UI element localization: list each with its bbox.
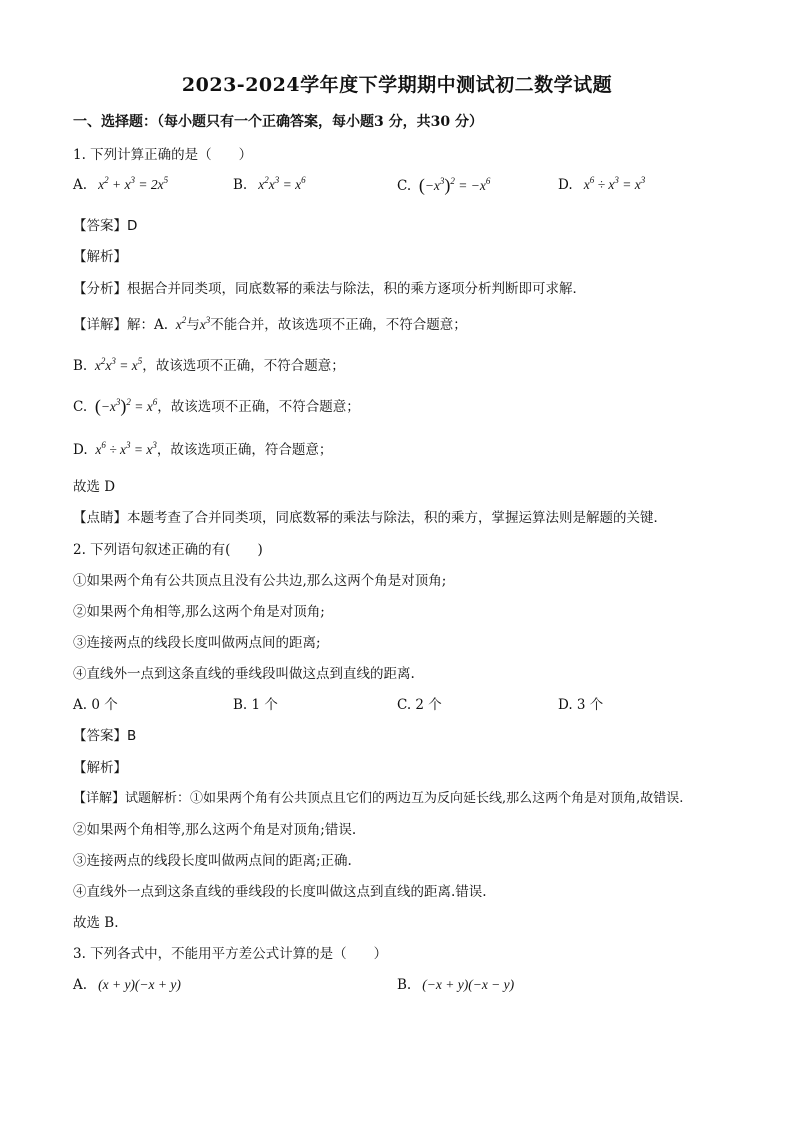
q1-option-a (73, 177, 168, 193)
q1-dianjing: 【点睛】本题考查了合并同类项，同底数幂的乘法与除法，积的乘方，掌握运算法则是解题的关键． (73, 510, 667, 526)
q1-answer: 【答案】D (73, 218, 138, 234)
q1-option-c (397, 175, 490, 196)
q3-option-b-formula: (−x + y)(−x − y) (415, 977, 515, 992)
q2-statement-2: ②如果两个角相等,那么这两个角是对顶角; (73, 604, 325, 620)
q1-option-d (558, 177, 645, 193)
q1-detail-b-formula: $x^2x^3 = x^5$ (91, 356, 143, 373)
q1-detail-d-text: ，故该选项正确，符合题意； (156, 442, 333, 458)
q1-option-c-formula: $(-x^3)^2 = -x^6$ (418, 175, 491, 195)
q1-detail-a (73, 313, 467, 333)
q1-detail-d-label: D. (73, 442, 88, 458)
q2-detail-2: ②如果两个角相等,那么这两个角是对顶角;错误. (73, 822, 357, 838)
section-heading-choice: 一、选择题：（每小题只有一个正确答案，每小题3 分，共30 分） (73, 114, 483, 130)
question-1-stem: 1. 下列计算正确的是（ ） (73, 147, 253, 163)
q1-detail-a-text: 不能合并，故该选项不正确，不符合题意； (210, 317, 467, 333)
q1-detail-a-text-yu: 与 (186, 317, 200, 333)
q2-option-d: D. 3 个 (558, 697, 604, 713)
q2-analysis-heading: 【解析】 (73, 760, 127, 776)
q2-statement-3: ③连接两点的线段长度叫做两点间的距离; (73, 635, 321, 651)
q1-detail-prefix: 【详解】解：A. (73, 317, 169, 333)
q2-choose: 故选 B. (73, 915, 119, 931)
q2-detail-3: ③连接两点的线段长度叫做两点间的距离;正确. (73, 853, 352, 869)
q2-option-b: B. 1 个 (233, 697, 278, 713)
question-2-stem: 2. 下列语句叙述正确的有( ) (73, 542, 263, 558)
q3-option-a-label: A. (73, 977, 88, 993)
q1-option-a-formula: $x^2 + x^3 = 2x^5$ (91, 175, 169, 192)
q1-detail-b-text: ，故该选项不正确，不符合题意； (142, 358, 345, 374)
q1-option-b-label: B. (233, 177, 248, 193)
q3-option-a (73, 977, 181, 993)
q2-option-a: A. 0 个 (73, 697, 118, 713)
question-3-stem: 3. 下列各式中，不能用平方差公式计算的是（ ） (73, 946, 388, 962)
q2-answer: 【答案】B (73, 728, 137, 744)
q3-option-b-label: B. (397, 977, 412, 993)
q1-option-d-formula: $x^6 \div x^3 = x^3$ (576, 175, 646, 192)
q2-detail-1: 【详解】试题解析：①如果两个角有公共顶点且它们的两边互为反向延长线,那么这两个角是对顶角,故错误. (73, 791, 684, 806)
q1-detail-c-formula: $(-x^3)^2 = x^6$ (94, 396, 158, 416)
q1-detail-a-formula: $x^2$ (172, 315, 187, 332)
q1-option-b (233, 177, 306, 193)
q1-option-c-label: C. (397, 178, 412, 194)
q1-detail-a-formula-2: $x^3$ (199, 315, 211, 332)
q1-choose: 故选 D (73, 479, 116, 495)
q2-statement-1: ①如果两个角有公共顶点且没有公共边,那么这两个角是对顶角; (73, 573, 447, 589)
q1-detail-d-formula: $x^6 \div x^3 = x^3$ (91, 440, 157, 457)
q1-option-b-formula: $x^2x^3 = x^6$ (251, 175, 306, 192)
q2-statement-4: ④直线外一点到这条直线的垂线段叫做这点到直线的距离. (73, 666, 415, 682)
q1-detail-c-label: C. (73, 399, 88, 415)
q2-detail-4: ④直线外一点到这条直线的垂线段的长度叫做这点到直线的距离.错误. (73, 884, 487, 900)
page-title: 2023-2024学年度下学期期中测试初二数学试题 (181, 74, 613, 96)
q1-option-d-label: D. (558, 177, 573, 193)
q1-detail-b (73, 354, 345, 374)
q2-option-c: C. 2 个 (397, 697, 442, 713)
q3-option-b (397, 977, 514, 993)
q1-fenxi: 【分析】根据合并同类项，同底数幂的乘法与除法，积的乘方逐项分析判断即可求解． (73, 281, 586, 297)
q1-detail-c (73, 395, 360, 417)
q1-detail-d (73, 438, 332, 458)
q1-option-a-label: A. (73, 177, 88, 193)
q3-option-a-formula: (x + y)(−x + y) (91, 977, 181, 992)
q1-analysis-heading: 【解析】 (73, 249, 127, 265)
q1-detail-c-text: ，故该选项不正确，不符合题意； (157, 399, 360, 415)
q1-detail-b-label: B. (73, 358, 88, 374)
